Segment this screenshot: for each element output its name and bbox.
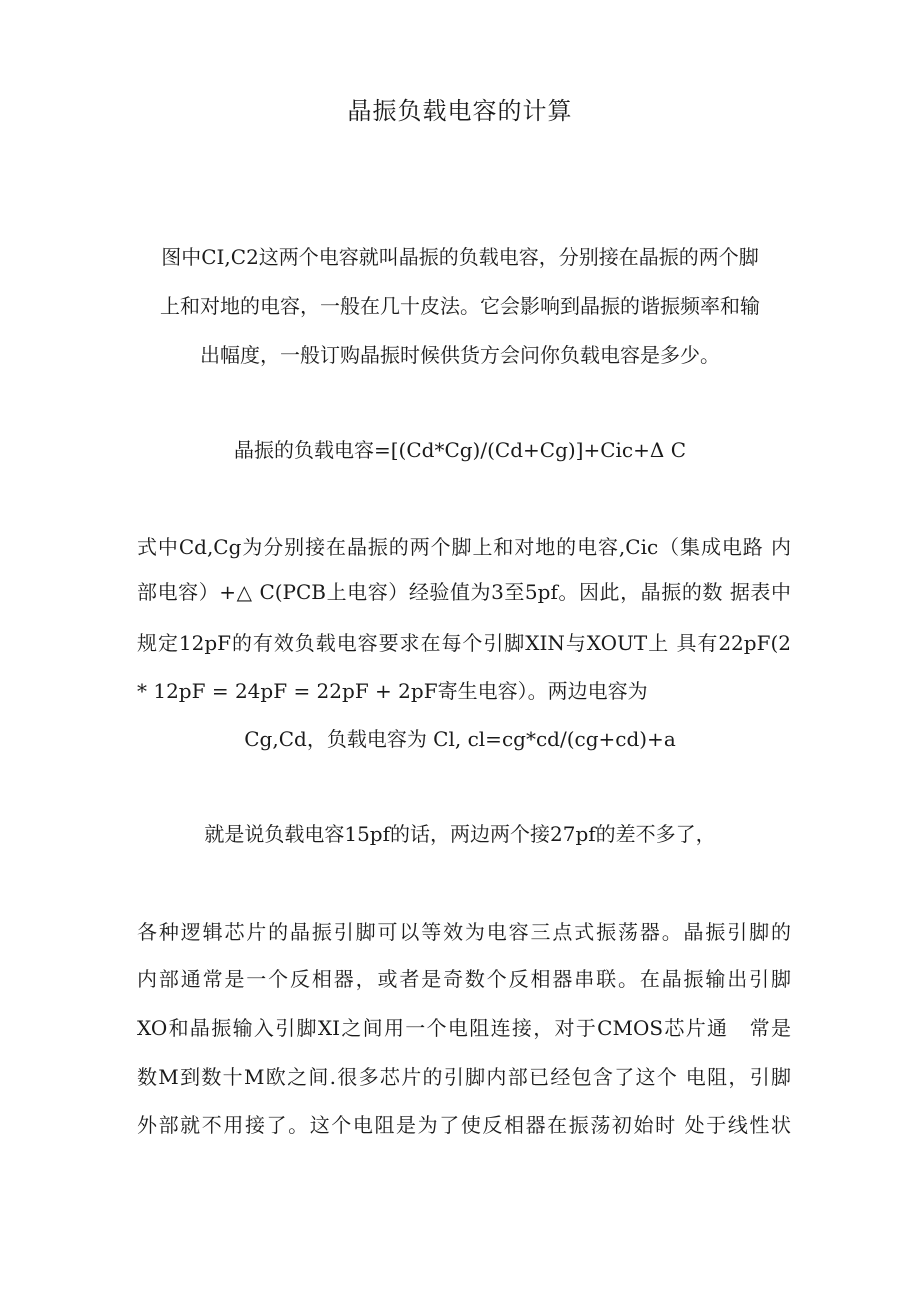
paragraph-line: 部电容）+△ C(PCB上电容）经验值为3至5pf。因此，晶振的数 据表中: [137, 580, 791, 604]
paragraph-line: XO和晶振输入引脚XI之间用一个电阻连接，对于CMOS芯片通 常是: [137, 1016, 791, 1040]
paragraph-line: 内部通常是一个反相器，或者是奇数个反相器串联。在晶振输出引脚: [137, 967, 791, 991]
paragraph-line: 规定12pF的有效负载电容要求在每个引脚XIN与XOUT上 具有22pF(2: [137, 631, 791, 655]
formula-line: Cg,Cd，负载电容为 Cl, cl=cg*cd/(cg+cd)+a: [244, 727, 676, 751]
paragraph-line: * 12pF = 24pF = 22pF + 2pF寄生电容）。两边电容为: [137, 679, 648, 703]
paragraph-line: 出幅度，一般订购晶振时候供货方会问你负载电容是多少。: [200, 343, 720, 367]
paragraph-line: 图中CI,C2这两个电容就叫晶振的负载电容，分别接在晶振的两个脚: [161, 245, 759, 269]
paragraph-line: 数M到数十M欧之间.很多芯片的引脚内部已经包含了这个 电阻，引脚: [137, 1065, 791, 1089]
page-title: 晶振负载电容的计算: [347, 97, 573, 125]
paragraph-line: 式中Cd,Cg为分别接在晶振的两个脚上和对地的电容,Cic（集成电路 内: [137, 535, 791, 559]
paragraph-line: 外部就不用接了。这个电阻是为了使反相器在振荡初始时 处于线性状: [137, 1113, 791, 1137]
paragraph-line: 上和对地的电容，一般在几十皮法。它会影响到晶振的谐振频率和输: [160, 294, 760, 318]
formula-line: 晶振的负载电容=[(Cd*Cg)/(Cd+Cg)]+Cic+Δ C: [233, 438, 686, 462]
paragraph-line: 各种逻辑芯片的晶振引脚可以等效为电容三点式振荡器。晶振引脚的: [137, 920, 791, 944]
paragraph-line: 就是说负载电容15pf的话，两边两个接27pf的差不多了，: [204, 822, 716, 846]
